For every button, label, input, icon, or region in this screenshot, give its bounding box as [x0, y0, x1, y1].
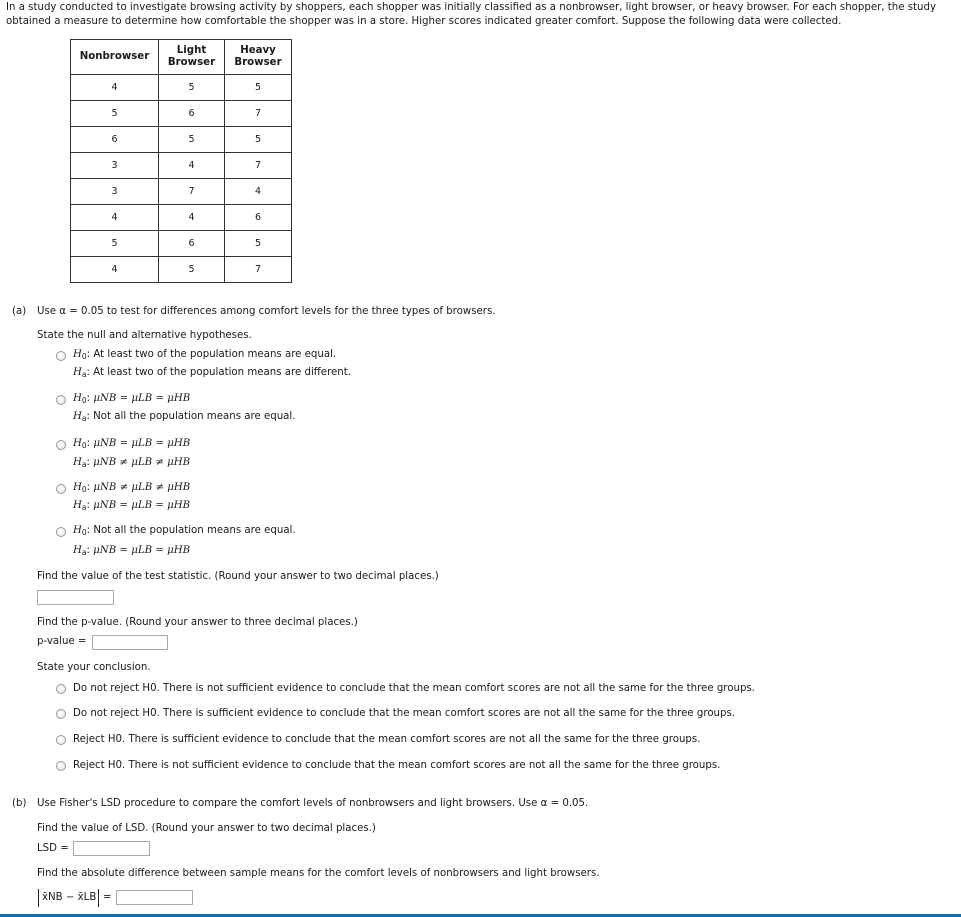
table-cell: 3	[71, 179, 159, 205]
table-cell: 7	[159, 179, 225, 205]
hypothesis-option-3-radio[interactable]	[56, 440, 66, 450]
table-row	[71, 257, 292, 283]
pvalue-prompt: Find the p-value. (Round your answer to three decimal places.)	[37, 617, 358, 628]
abs-bar-right	[98, 889, 99, 907]
table-row	[71, 179, 292, 205]
hypothesis-option-5-h0: $H_0$: Not all the population means are equal.	[73, 525, 296, 537]
hypothesis-option-2-h0: $H_0$: μNB = μLB = μHB	[73, 393, 191, 405]
hypothesis-option-5-radio[interactable]	[56, 527, 66, 537]
conclusion-option-1-radio[interactable]	[56, 684, 66, 694]
intro-paragraph: In a study conducted to investigate browsing activity by shoppers, each shopper was initially classified as a nonbrowser, light browser, or heavy browser. For each shopper, the study obtained a measure to determine how comfortable the shopper was in a store. Higher scores indicated greater comfort. Suppose the following data were collected.	[6, 2, 936, 27]
hypothesis-option-5-ha: $H_a$: μNB = μLB = μHB	[73, 545, 191, 557]
header-light-browser: Light Browser	[159, 40, 225, 75]
hypothesis-option-4-h0: $H_0$: μNB ≠ μLB ≠ μHB	[73, 482, 191, 494]
lsd-prompt: Find the value of LSD. (Round your answer to two decimal places.)	[37, 823, 376, 834]
conclusion-option-2-text: Do not reject H0. There is sufficient evidence to conclude that the mean comfort scores are not all the same for the three groups.	[73, 708, 736, 719]
conclusion-prompt: State your conclusion.	[37, 662, 151, 673]
table-row	[71, 205, 292, 231]
option-5-ha-text: μNB = μLB = μHB	[93, 545, 191, 556]
abs-bar-left	[38, 889, 39, 907]
option-2-ha-text: Not all the population means are equal.	[93, 411, 296, 422]
part-b-label: (b)	[12, 798, 27, 809]
pvalue-label: p-value =	[37, 636, 87, 647]
hypothesis-option-4-ha: $H_a$: μNB = μLB = μHB	[73, 500, 191, 512]
table-row	[71, 153, 292, 179]
table-cell: 7	[225, 153, 292, 179]
lsd-label: LSD =	[37, 843, 69, 854]
table-cell: 5	[225, 75, 292, 101]
table-cell: 5	[71, 231, 159, 257]
table-cell: 5	[225, 231, 292, 257]
hypothesis-option-1-ha: $H_a$: At least two of the population means are different.	[73, 367, 351, 379]
conclusion-option-2-radio[interactable]	[56, 709, 66, 719]
table-cell: 4	[71, 205, 159, 231]
hypothesis-option-1-radio[interactable]	[56, 351, 66, 361]
hypothesis-option-3-h0: $H_0$: μNB = μLB = μHB	[73, 438, 191, 450]
table-header-row	[71, 40, 292, 75]
table-row	[71, 231, 292, 257]
table-cell: 5	[225, 127, 292, 153]
header-nonbrowser: Nonbrowser	[71, 40, 159, 75]
table-cell: 4	[71, 75, 159, 101]
option-4-h0-text: μNB ≠ μLB ≠ μHB	[93, 482, 191, 493]
conclusion-option-3-text: Reject H0. There is sufficient evidence to conclude that the mean comfort scores are not all the same for the three groups.	[73, 734, 701, 745]
data-table	[70, 39, 292, 283]
option-2-h0-text: μNB = μLB = μHB	[93, 393, 191, 404]
header-heavy-browser: Heavy Browser	[225, 40, 292, 75]
table-cell: 7	[225, 257, 292, 283]
table-cell: 5	[159, 257, 225, 283]
table-cell: 4	[225, 179, 292, 205]
option-5-h0-text: Not all the population means are equal.	[93, 525, 296, 536]
hypothesis-option-2-radio[interactable]	[56, 395, 66, 405]
part-a-prompt: Use α = 0.05 to test for differences among comfort levels for the three types of browsers.	[37, 306, 496, 317]
lsd-input[interactable]	[73, 841, 150, 856]
table-cell: 4	[159, 153, 225, 179]
absdiff-equals: =	[103, 892, 112, 903]
table-row	[71, 101, 292, 127]
test-stat-input[interactable]	[37, 590, 114, 605]
pvalue-input[interactable]	[92, 635, 168, 650]
hypothesis-option-3-ha: $H_a$: μNB ≠ μLB ≠ μHB	[73, 457, 191, 469]
option-3-h0-text: μNB = μLB = μHB	[93, 438, 191, 449]
table-row	[71, 75, 292, 101]
table-cell: 5	[71, 101, 159, 127]
hypothesis-option-1-h0: $H_0$: At least two of the population means are equal.	[73, 349, 337, 361]
option-1-ha-text: At least two of the population means are different.	[93, 367, 351, 378]
conclusion-option-4-radio[interactable]	[56, 761, 66, 771]
absdiff-expression: x̄NB − x̄LB	[42, 892, 97, 903]
absdiff-input[interactable]	[116, 890, 193, 905]
option-1-h0-text: At least two of the population means are equal.	[93, 349, 337, 360]
part-b-prompt: Use Fisher's LSD procedure to compare the comfort levels of nonbrowsers and light browsers. Use α = 0.05.	[37, 798, 589, 809]
table-cell: 3	[71, 153, 159, 179]
hypotheses-prompt: State the null and alternative hypotheses.	[37, 330, 252, 341]
test-stat-prompt: Find the value of the test statistic. (Round your answer to two decimal places.)	[37, 571, 439, 582]
table-cell: 6	[225, 205, 292, 231]
table-cell: 7	[225, 101, 292, 127]
table-cell: 6	[159, 101, 225, 127]
table-cell: 5	[159, 127, 225, 153]
table-cell: 6	[71, 127, 159, 153]
hypothesis-option-2-ha: $H_a$: Not all the population means are equal.	[73, 411, 296, 423]
part-a-label: (a)	[12, 306, 27, 317]
table-cell: 5	[159, 75, 225, 101]
table-cell: 6	[159, 231, 225, 257]
table-row	[71, 127, 292, 153]
absdiff-prompt: Find the absolute difference between sample means for the comfort levels of nonbrowsers and light browsers.	[37, 868, 600, 879]
conclusion-option-4-text: Reject H0. There is not sufficient evidence to conclude that the mean comfort scores are not all the same for the three groups.	[73, 760, 721, 771]
option-3-ha-text: μNB ≠ μLB ≠ μHB	[93, 457, 191, 468]
table-cell: 4	[71, 257, 159, 283]
table-cell: 4	[159, 205, 225, 231]
hypothesis-option-4-radio[interactable]	[56, 484, 66, 494]
conclusion-option-3-radio[interactable]	[56, 735, 66, 745]
conclusion-option-1-text: Do not reject H0. There is not sufficient evidence to conclude that the mean comfort scores are not all the same for the three groups.	[73, 683, 755, 694]
option-4-ha-text: μNB = μLB = μHB	[93, 500, 191, 511]
